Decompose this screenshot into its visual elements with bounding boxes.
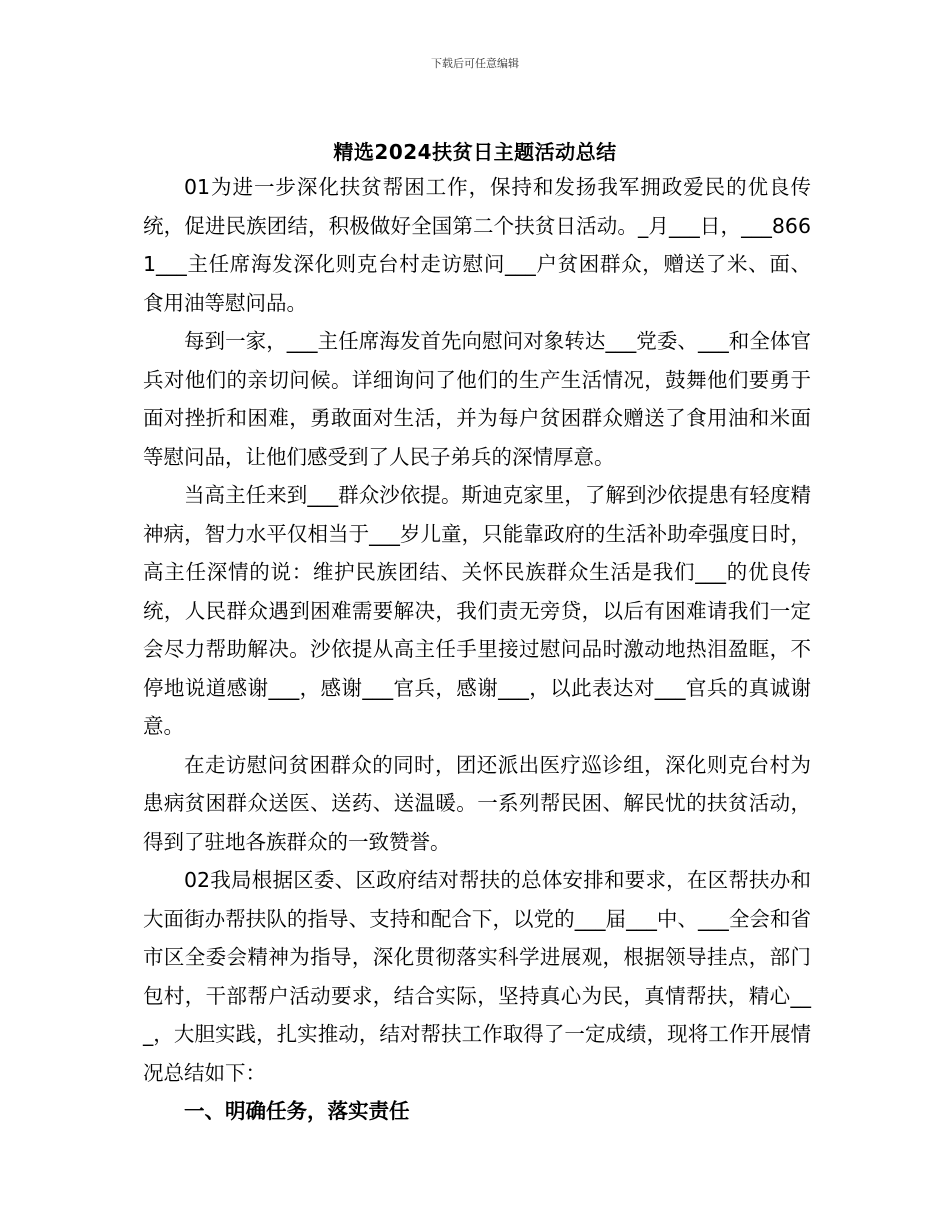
document-body xyxy=(143,168,811,1131)
paragraph-4: 在走访慰问贫困群众的同时，团还派出医疗巡诊组，深化则克台村为患病贫困群众送医、送药、送温暖。一系列帮民困、解民忧的扶贫活动，得到了驻地各族群众的一致赞誉。 xyxy=(143,752,811,854)
paragraph-2: 每到一家，___主任席海发首先向慰问对象转达___党委、___和全体官兵对他们的亲切问候。详细询问了他们的生产生活情况，鼓舞他们要勇于面对挫折和困难，勇敢面对生活，并为每户贫困群众赠送了食用油和米面等慰问品，让他们感受到了人民子弟兵的深情厚意。 xyxy=(143,329,811,469)
page-header-note: 下载后可任意编辑 xyxy=(431,57,519,70)
section-heading: 一、明确任务，落实责任 xyxy=(184,1099,410,1123)
paragraph-1: 01为进一步深化扶贫帮困工作，保持和发扬我军拥政爱民的优良传统，促进民族团结，积极做好全国第二个扶贫日活动。_月___日，___8661___主任席海发深化则克台村走访慰问___户贫困群众，赠送了米、面、食用油等慰问品。 xyxy=(143,175,811,315)
paragraph-5: 02我局根据区委、区政府结对帮扶的总体安排和要求，在区帮扶办和大面街办帮扶队的指导、支持和配合下，以党的___届___中、___全会和省市区全委会精神为指导，深化贯彻落实科学进展观，根据领导挂点，部门包村，干部帮户活动要求，结合实际，坚持真心为民，真情帮扶，精心___，大胆实践，扎实推动，结对帮扶工作取得了一定成绩，现将工作开展情况总结如下： xyxy=(143,868,811,1085)
paragraph-3: 当高主任来到___群众沙依提。斯迪克家里，了解到沙依提患有轻度精神病，智力水平仅相当于___岁儿童，只能靠政府的生活补助牵强度日时，高主任深情的说：维护民族团结、关怀民族群众生活是我们___的优良传统，人民群众遇到困难需要解决，我们责无旁贷，以后有困难请我们一定会尽力帮助解决。沙依提从高主任手里接过慰问品时激动地热泪盈眶，不停地说道感谢___，感谢___官兵，感谢___，以此表达对___官兵的真诚谢意。 xyxy=(143,483,811,738)
document-title: 精选2024扶贫日主题活动总结 xyxy=(333,140,617,165)
